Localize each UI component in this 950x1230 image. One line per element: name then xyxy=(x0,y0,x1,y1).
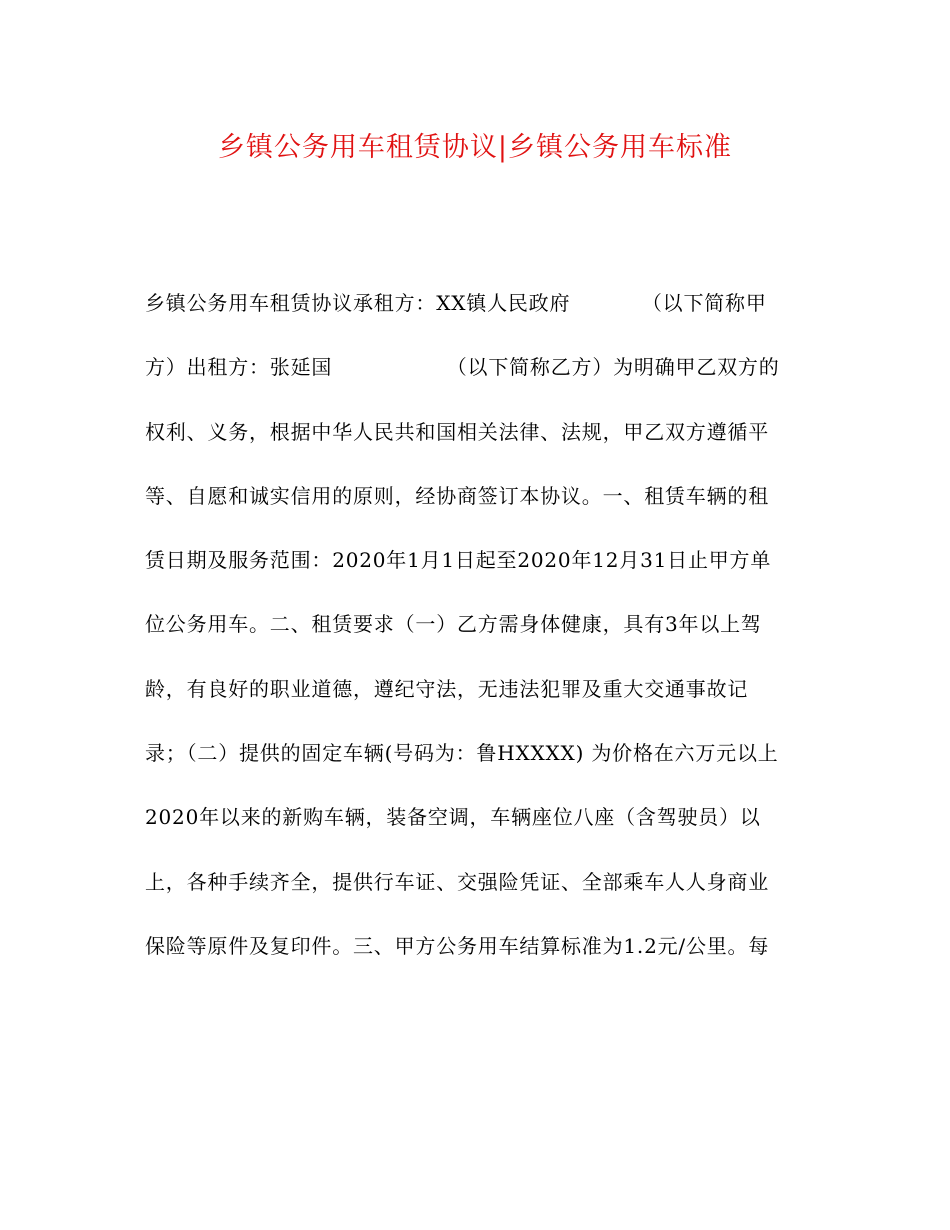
body-line: 等、自愿和诚实信用的原则，经协商签订本协议。一、租赁车辆的租 xyxy=(145,483,769,508)
body-line: 保险等原件及复印件。三、甲方公务用车结算标准为1.2元/公里。每 xyxy=(145,933,770,958)
document-title: 乡镇公务用车租赁协议|乡镇公务用车标准 xyxy=(217,132,733,163)
body-line: 位公务用车。二、租赁要求（一）乙方需身体健康，具有3年以上驾 xyxy=(145,612,762,637)
body-line: 录；（二）提供的固定车辆(号码为：鲁HXXXX) 为价格在六万元以上 xyxy=(145,741,779,766)
body-line: 龄，有良好的职业道德，遵纪守法，无违法犯罪及重大交通事故记 xyxy=(145,676,749,701)
body-line: 方）出租方：张延国 （以下简称乙方）为明确甲乙双方的 xyxy=(145,355,780,380)
body-line: 上，各种手续齐全，提供行车证、交强险凭证、全部乘车人人身商业 xyxy=(145,869,769,894)
body-line: 乡镇公务用车租赁协议承租方：XX镇人民政府 （以下简称甲 xyxy=(145,291,767,315)
body-line: 赁日期及服务范围：2020年1月1日起至2020年12月31日止甲方单 xyxy=(145,548,772,573)
body-line: 权利、义务，根据中华人民共和国相关法律、法规，甲乙双方遵循平 xyxy=(145,419,769,444)
document-body xyxy=(145,283,810,990)
body-line: 2020年以来的新购车辆，装备空调，车辆座位八座（含驾驶员）以 xyxy=(145,805,761,830)
